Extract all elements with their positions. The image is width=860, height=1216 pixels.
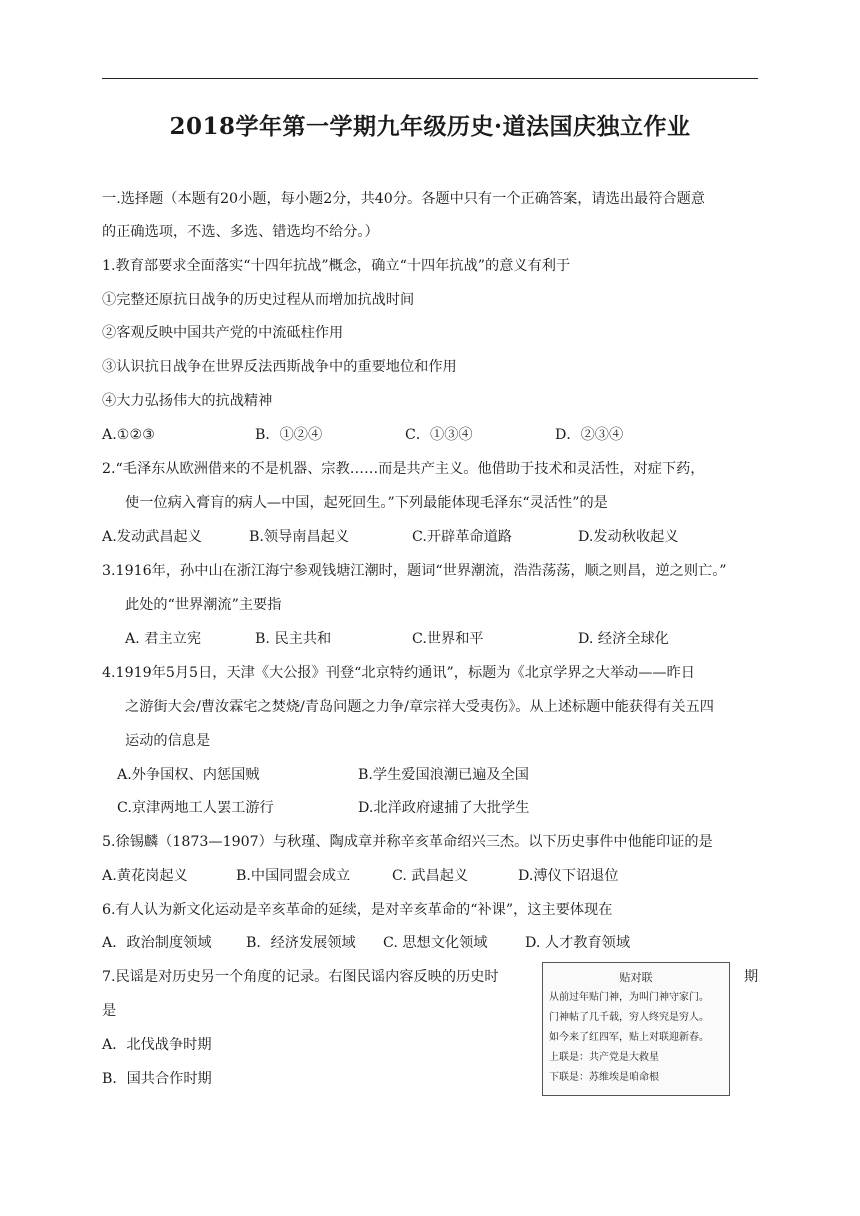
q5-option-c: C. 武昌起义 <box>392 868 469 884</box>
q2-option-d: D.发动秋收起义 <box>578 529 679 545</box>
q2-option-a: A.发动武昌起义 <box>102 529 202 545</box>
q5-option-b: B.中国同盟会成立 <box>236 868 351 884</box>
header-rule <box>102 78 758 79</box>
q6-option-b: B．经济发展领域 <box>246 935 356 951</box>
q6-option-c: C. 思想文化领域 <box>383 935 488 951</box>
q4-stem-line1: 4.1919年5月5日，天津《大公报》刊登“北京特约通讯”，标题为《北京学界之大举动——昨日 <box>102 665 695 681</box>
q7-option-b: B．国共合作时期 <box>102 1071 212 1087</box>
q5-stem: 5.徐锡麟（1873—1907）与秋瑾、陶成章并称辛亥革命绍兴三杰。以下历史事件中他能印证的是 <box>102 834 713 850</box>
q7-stem-line2: 是 <box>102 1003 117 1019</box>
q3-stem-line2: 此处的“世界潮流”主要指 <box>125 597 282 613</box>
q1-option-c: C．①③④ <box>405 427 473 443</box>
q3-option-b: B. 民主共和 <box>255 631 332 647</box>
q1-item-2: ②客观反映中国共产党的中流砥柱作用 <box>102 325 344 341</box>
q3-option-a: A. 君主立宪 <box>125 631 202 647</box>
q7-stem-line1: 7.民谣是对历史另一个角度的记录。右图民谣内容反映的历史时 <box>102 969 499 985</box>
q1-item-1: ①完整还原抗日战争的历史过程从而增加抗战时间 <box>102 292 415 308</box>
q5-option-a: A.黄花岗起义 <box>102 868 188 884</box>
figure-title: 贴对联 <box>619 971 653 984</box>
q1-option-b: B．①②④ <box>255 427 323 443</box>
figure-line-2: 门神帖了几千载，穷人终究是穷人。 <box>549 1012 709 1023</box>
page-title: 2018学年第一学期九年级历史·道法国庆独立作业 <box>169 113 691 140</box>
q2-stem-line1: 2.“毛泽东从欧洲借来的不是机器、宗教……而是共产主义。他借助于技术和灵活性，对症下药， <box>102 461 705 477</box>
q1-item-4: ④大力弘扬伟大的抗战精神 <box>102 393 273 409</box>
q4-stem-line2: 之游街大会/曹汝霖宅之焚烧/青岛问题之力争/章宗祥大受夷伤》。从上述标题中能获得有关五四 <box>125 699 714 715</box>
q4-stem-line3: 运动的信息是 <box>125 733 211 749</box>
q3-option-d: D. 经济全球化 <box>578 631 669 647</box>
q2-option-c: C.开辟革命道路 <box>412 529 512 545</box>
q3-stem-line1: 3.1916年，孙中山在浙江海宁参观钱塘江潮时，题词“世界潮流，浩浩荡荡，顺之则昌，逆之则亡。” <box>102 563 727 579</box>
q3-option-c: C.世界和平 <box>412 631 484 647</box>
q1-option-d: D．②③④ <box>555 427 624 443</box>
q2-option-b: B.领导南昌起义 <box>249 529 350 545</box>
folk-song-figure <box>542 962 730 1096</box>
q6-option-d: D. 人才教育领域 <box>525 935 631 951</box>
q1-item-3: ③认识抗日战争在世界反法西斯战争中的重要地位和作用 <box>102 359 457 375</box>
q4-option-a: A.外争国权、内惩国贼 <box>117 767 260 783</box>
q6-stem: 6.有人认为新文化运动是辛亥革命的延续，是对辛亥革命的“补课”，这主要体现在 <box>102 902 613 918</box>
q4-option-c: C.京津两地工人罢工游行 <box>117 800 274 816</box>
section-instructions-line1: 一.选择题（本题有20小题，每小题2分，共40分。各题中只有一个正确答案，请选出最符合题意 <box>102 191 705 207</box>
q6-option-a: A．政治制度领域 <box>102 935 212 951</box>
q4-option-b: B.学生爱国浪潮已遍及全国 <box>358 767 529 783</box>
section-instructions-line2: 的正确选项，不选、多选、错选均不给分。） <box>102 224 379 240</box>
q5-option-d: D.溥仪下诏退位 <box>518 868 619 884</box>
q2-stem-line2: 使一位病入膏肓的病人—中国，起死回生。”下列最能体现毛泽东“灵活性”的是 <box>125 495 608 511</box>
q7-stem-tail: 期 <box>744 969 759 985</box>
figure-line-1: 从前过年贴门神，为叫门神守家门。 <box>549 992 709 1003</box>
q1-option-a: A.①②③ <box>102 427 155 443</box>
figure-line-4: 上联是：共产党是大救星 <box>549 1052 659 1063</box>
figure-line-5: 下联是：苏维埃是咱命根 <box>549 1072 659 1083</box>
q4-option-d: D.北洋政府逮捕了大批学生 <box>358 800 530 816</box>
q1-stem: 1.教育部要求全面落实“十四年抗战”概念，确立“十四年抗战”的意义有利于 <box>102 258 571 274</box>
q7-option-a: A．北伐战争时期 <box>102 1037 212 1053</box>
figure-line-3: 如今来了红四军，贴上对联迎新春。 <box>549 1032 709 1043</box>
